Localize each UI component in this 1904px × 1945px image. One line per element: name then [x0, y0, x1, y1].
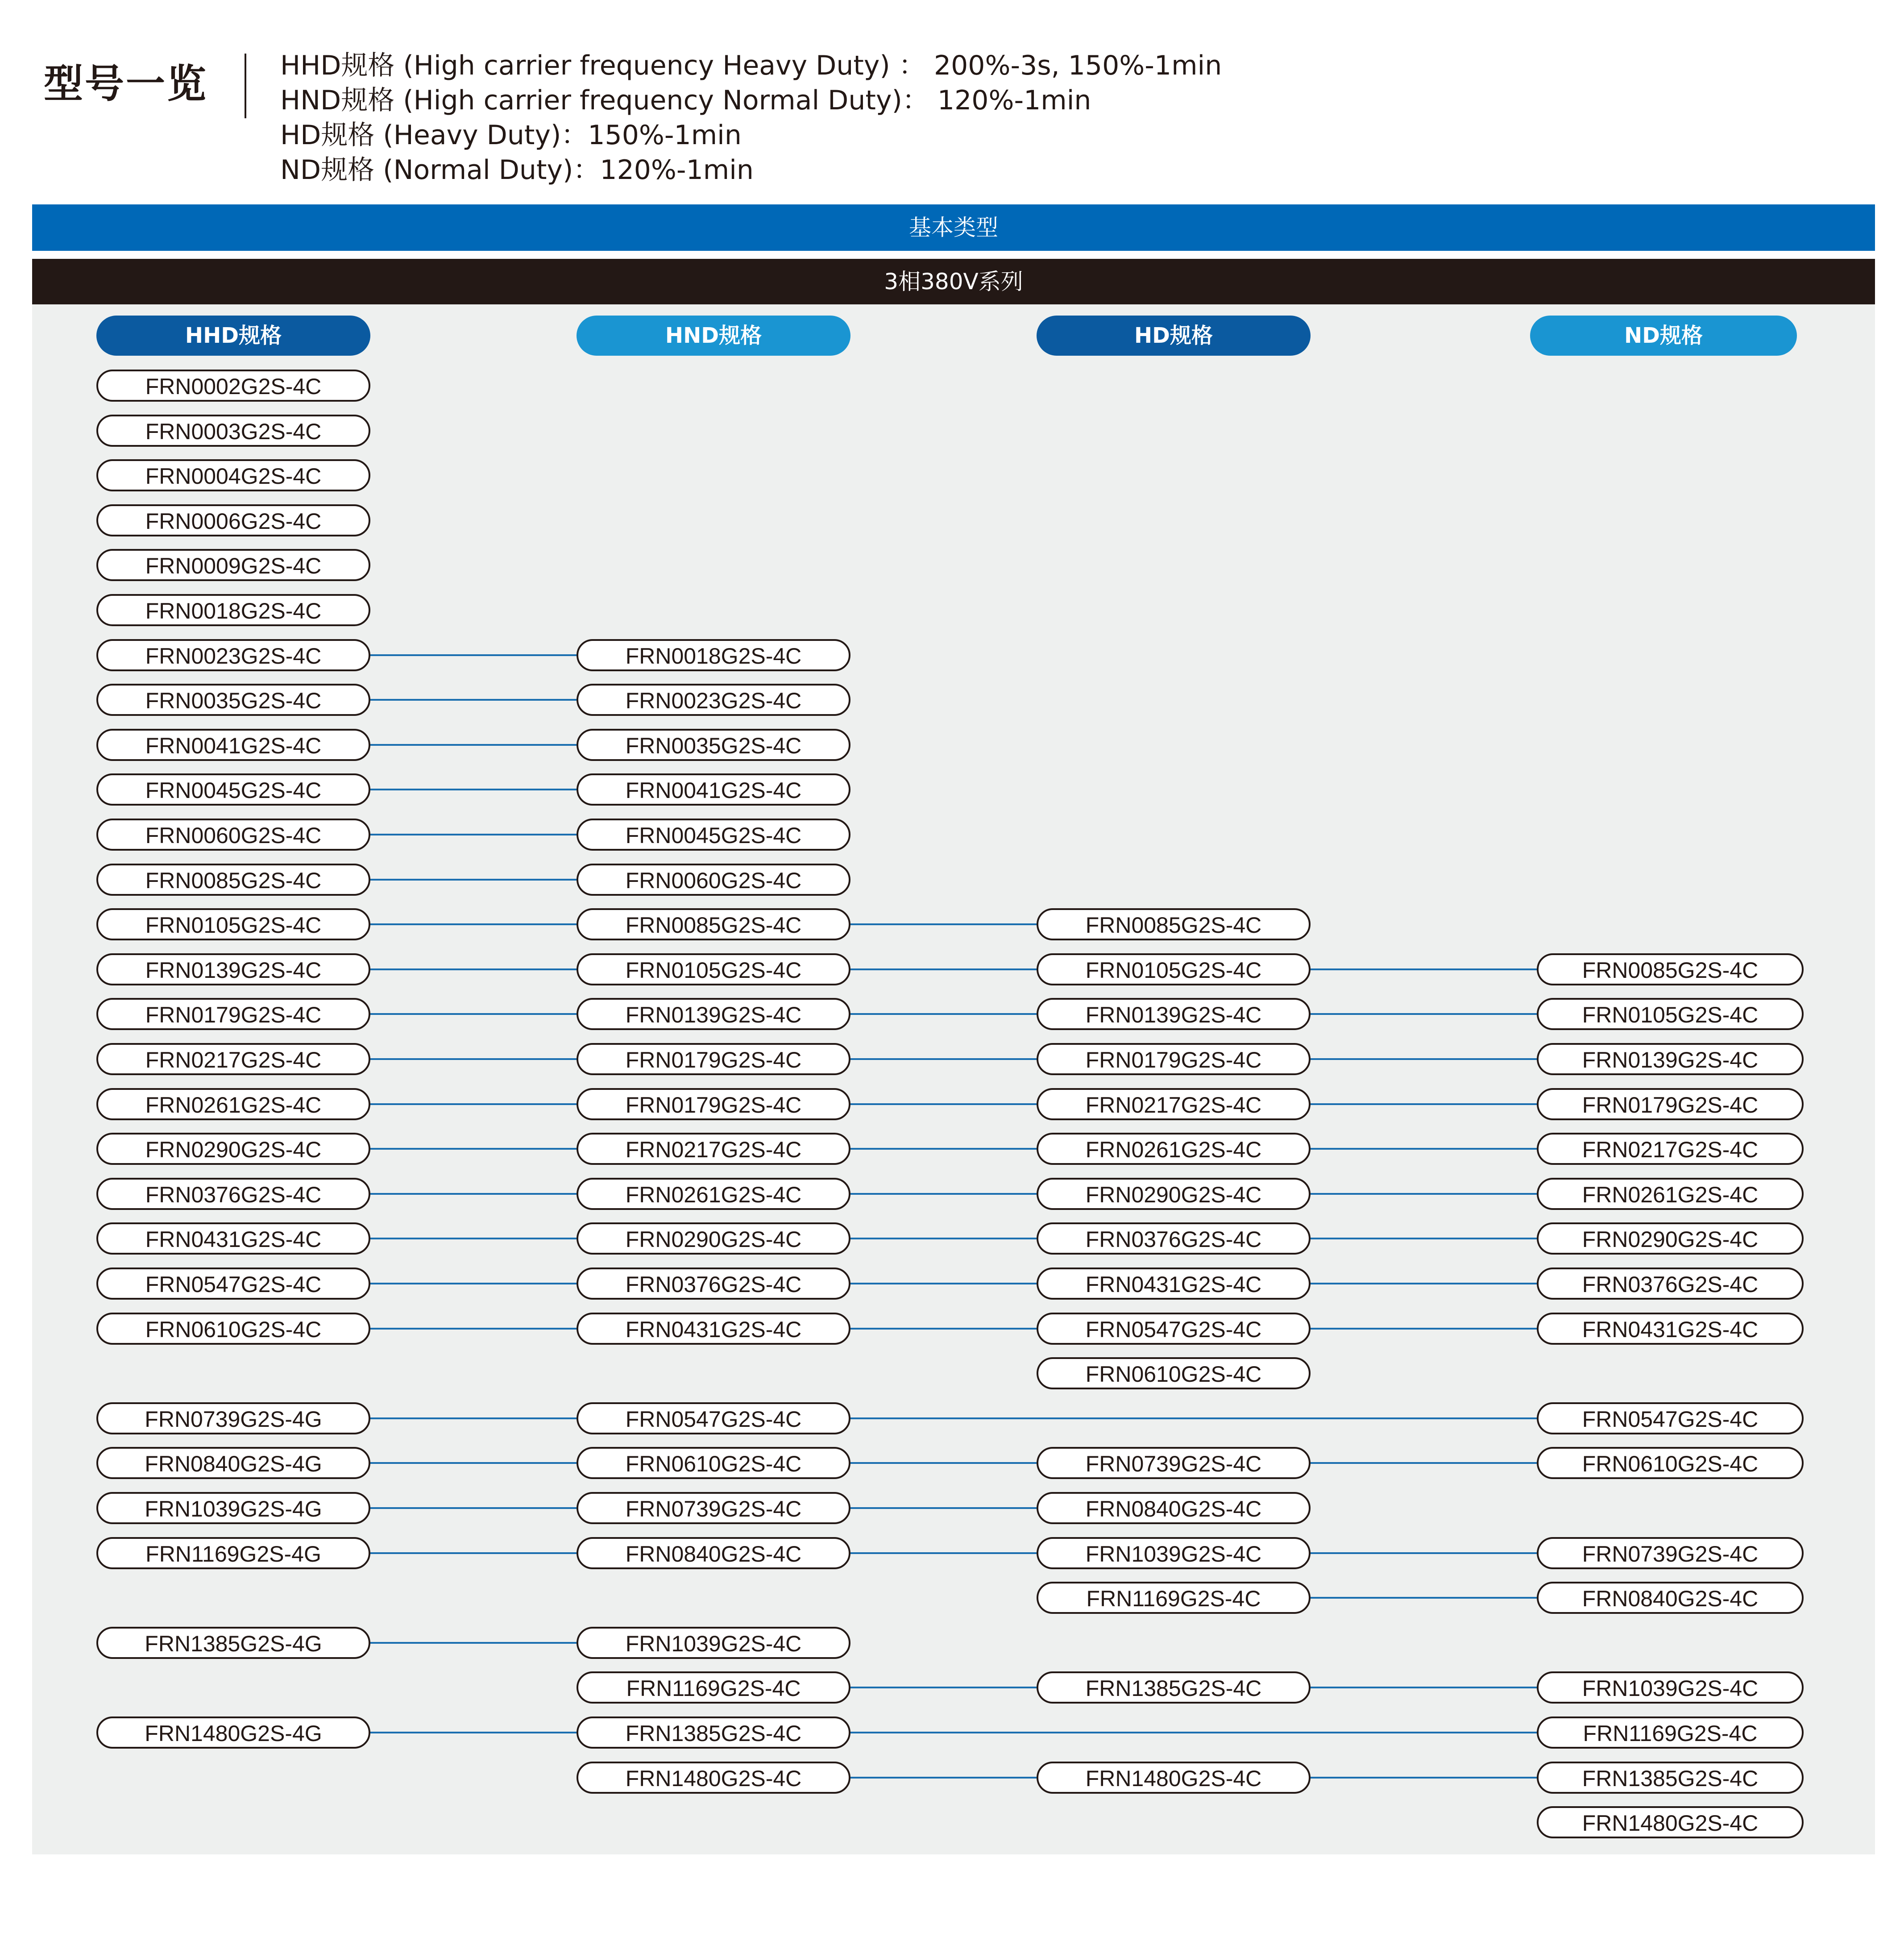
model-pill-nd: FRN0179G2S-4C	[1537, 1088, 1804, 1120]
connector-line	[1311, 1103, 1537, 1105]
model-pill-hnd: FRN0431G2S-4C	[577, 1313, 850, 1345]
connector-line	[370, 879, 577, 881]
model-pill-hhd: FRN0739G2S-4G	[96, 1402, 370, 1434]
model-pill-hhd: FRN0290G2S-4C	[96, 1133, 370, 1165]
connector-line	[370, 1148, 577, 1150]
model-pill-hhd: FRN0018G2S-4C	[96, 594, 370, 626]
model-pill-nd: FRN1039G2S-4C	[1537, 1671, 1804, 1704]
model-pill-hhd: FRN1169G2S-4G	[96, 1537, 370, 1569]
model-pill-nd: FRN0610G2S-4C	[1537, 1447, 1804, 1479]
connector-line	[1311, 1148, 1537, 1150]
model-pill-hhd: FRN0085G2S-4C	[96, 864, 370, 896]
model-pill-nd: FRN0217G2S-4C	[1537, 1133, 1804, 1165]
connector-line	[370, 1642, 577, 1644]
connector-line	[1311, 1328, 1537, 1330]
column-header-hnd: HND规格	[577, 316, 850, 356]
model-pill-hnd: FRN0290G2S-4C	[577, 1222, 850, 1255]
connector-line	[850, 1552, 1037, 1554]
model-pill-hnd: FRN0217G2S-4C	[577, 1133, 850, 1165]
model-grid-panel	[32, 304, 1875, 1854]
model-pill-nd: FRN0105G2S-4C	[1537, 998, 1804, 1030]
connector-line	[370, 789, 577, 790]
model-pill-hd: FRN0139G2S-4C	[1037, 998, 1311, 1030]
model-pill-hd: FRN0217G2S-4C	[1037, 1088, 1311, 1120]
connector-line	[370, 1238, 577, 1239]
model-pill-hhd: FRN0006G2S-4C	[96, 504, 370, 536]
connector-line	[850, 1507, 1037, 1509]
model-pill-hnd: FRN1169G2S-4C	[577, 1671, 850, 1704]
model-pill-nd: FRN1169G2S-4C	[1537, 1716, 1804, 1749]
model-pill-hhd: FRN0840G2S-4G	[96, 1447, 370, 1479]
model-pill-hnd: FRN0041G2S-4C	[577, 773, 850, 806]
model-pill-nd: FRN0261G2S-4C	[1537, 1178, 1804, 1210]
model-pill-nd: FRN0840G2S-4C	[1537, 1582, 1804, 1614]
model-pill-hnd: FRN0085G2S-4C	[577, 908, 850, 940]
connector-line	[850, 1777, 1037, 1779]
connector-line	[370, 1013, 577, 1015]
legend-hhd: HHD规格 (High carrier frequency Heavy Duty) ： 200%-3s, 150%-1min	[280, 50, 1222, 81]
model-pill-hhd: FRN0376G2S-4C	[96, 1178, 370, 1210]
connector-line	[850, 1193, 1037, 1195]
connector-line	[370, 654, 577, 656]
model-pill-hnd: FRN0023G2S-4C	[577, 684, 850, 716]
connector-line	[1311, 968, 1537, 970]
model-pill-hhd: FRN0105G2S-4C	[96, 908, 370, 940]
connector-line	[1311, 1597, 1537, 1599]
model-pill-hhd: FRN1039G2S-4G	[96, 1492, 370, 1524]
basic-type-band: 基本类型	[32, 204, 1875, 251]
model-pill-hhd: FRN0009G2S-4C	[96, 549, 370, 581]
model-pill-hhd: FRN0179G2S-4C	[96, 998, 370, 1030]
model-pill-nd: FRN1385G2S-4C	[1537, 1762, 1804, 1794]
connector-line	[850, 1417, 1537, 1419]
connector-line	[850, 1058, 1037, 1060]
model-pill-hd: FRN1480G2S-4C	[1037, 1762, 1311, 1794]
connector-line	[370, 1462, 577, 1464]
model-pill-nd: FRN0739G2S-4C	[1537, 1537, 1804, 1569]
connector-line	[370, 1283, 577, 1284]
model-pill-hd: FRN0547G2S-4C	[1037, 1313, 1311, 1345]
model-pill-hd: FRN1169G2S-4C	[1037, 1582, 1311, 1614]
connector-line	[850, 968, 1037, 970]
model-pill-hd: FRN0739G2S-4C	[1037, 1447, 1311, 1479]
connector-line	[850, 1283, 1037, 1284]
connector-line	[370, 1732, 577, 1733]
model-pill-nd: FRN0376G2S-4C	[1537, 1268, 1804, 1300]
model-pill-hd: FRN0610G2S-4C	[1037, 1357, 1311, 1389]
connector-line	[850, 1013, 1037, 1015]
connector-line	[370, 744, 577, 746]
connector-line	[370, 923, 577, 925]
model-pill-hd: FRN0261G2S-4C	[1037, 1133, 1311, 1165]
connector-line	[370, 1103, 577, 1105]
model-pill-hhd: FRN0035G2S-4C	[96, 684, 370, 716]
model-pill-nd: FRN0139G2S-4C	[1537, 1043, 1804, 1075]
model-pill-hhd: FRN0547G2S-4C	[96, 1268, 370, 1300]
model-pill-hhd: FRN0002G2S-4C	[96, 370, 370, 402]
model-pill-hnd: FRN0610G2S-4C	[577, 1447, 850, 1479]
model-pill-hd: FRN0179G2S-4C	[1037, 1043, 1311, 1075]
model-pill-hnd: FRN0376G2S-4C	[577, 1268, 850, 1300]
page-title: 型号一览	[44, 61, 208, 107]
model-pill-hnd: FRN0840G2S-4C	[577, 1537, 850, 1569]
model-pill-hnd: FRN0139G2S-4C	[577, 998, 850, 1030]
model-pill-hnd: FRN1480G2S-4C	[577, 1762, 850, 1794]
model-pill-nd: FRN0290G2S-4C	[1537, 1222, 1804, 1255]
connector-line	[370, 1417, 577, 1419]
connector-line	[1311, 1238, 1537, 1239]
connector-line	[850, 1103, 1037, 1105]
series-band: 3相380V系列	[32, 259, 1875, 304]
model-pill-hhd: FRN0041G2S-4C	[96, 729, 370, 761]
title-divider	[245, 54, 246, 118]
connector-line	[1311, 1193, 1537, 1195]
connector-line	[370, 1058, 577, 1060]
connector-line	[1311, 1058, 1537, 1060]
connector-line	[850, 1462, 1037, 1464]
model-pill-nd: FRN1480G2S-4C	[1537, 1806, 1804, 1838]
connector-line	[850, 923, 1037, 925]
model-pill-hnd: FRN1039G2S-4C	[577, 1627, 850, 1659]
model-pill-hhd: FRN0045G2S-4C	[96, 773, 370, 806]
connector-line	[850, 1328, 1037, 1330]
column-header-nd: ND规格	[1530, 316, 1797, 356]
model-pill-hd: FRN0431G2S-4C	[1037, 1268, 1311, 1300]
connector-line	[370, 1552, 577, 1554]
model-pill-hnd: FRN1385G2S-4C	[577, 1716, 850, 1749]
legend-hd: HD规格 (Heavy Duty)：150%-1min	[280, 120, 742, 151]
model-pill-hd: FRN0290G2S-4C	[1037, 1178, 1311, 1210]
model-pill-hhd: FRN0139G2S-4C	[96, 953, 370, 985]
legend-nd: ND规格 (Normal Duty)：120%-1min	[280, 154, 754, 186]
connector-line	[1311, 1777, 1537, 1779]
model-pill-hnd: FRN0060G2S-4C	[577, 864, 850, 896]
model-pill-hhd: FRN0610G2S-4C	[96, 1313, 370, 1345]
column-header-hd: HD规格	[1037, 316, 1311, 356]
connector-line	[1311, 1283, 1537, 1284]
model-pill-hhd: FRN1480G2S-4G	[96, 1716, 370, 1749]
model-pill-hd: FRN0376G2S-4C	[1037, 1222, 1311, 1255]
connector-line	[850, 1732, 1537, 1733]
connector-line	[850, 1148, 1037, 1150]
model-pill-hd: FRN0085G2S-4C	[1037, 908, 1311, 940]
model-pill-hd: FRN0105G2S-4C	[1037, 953, 1311, 985]
model-pill-nd: FRN0547G2S-4C	[1537, 1402, 1804, 1434]
model-pill-hd: FRN1039G2S-4C	[1037, 1537, 1311, 1569]
connector-line	[370, 834, 577, 835]
model-pill-hhd: FRN0217G2S-4C	[96, 1043, 370, 1075]
duty-legend	[280, 48, 1222, 187]
connector-line	[1311, 1013, 1537, 1015]
connector-line	[370, 1507, 577, 1509]
connector-line	[1311, 1687, 1537, 1688]
model-pill-hhd: FRN0004G2S-4C	[96, 459, 370, 491]
model-pill-hnd: FRN0739G2S-4C	[577, 1492, 850, 1524]
model-pill-hhd: FRN0060G2S-4C	[96, 819, 370, 851]
model-pill-hnd: FRN0105G2S-4C	[577, 953, 850, 985]
connector-line	[370, 1193, 577, 1195]
model-pill-hhd: FRN0003G2S-4C	[96, 415, 370, 447]
connector-line	[1311, 1552, 1537, 1554]
model-pill-hnd: FRN0179G2S-4C	[577, 1088, 850, 1120]
model-pill-hnd: FRN0547G2S-4C	[577, 1402, 850, 1434]
model-pill-nd: FRN0085G2S-4C	[1537, 953, 1804, 985]
model-pill-hhd: FRN1385G2S-4G	[96, 1627, 370, 1659]
connector-line	[370, 1328, 577, 1330]
connector-line	[850, 1687, 1037, 1688]
model-pill-hnd: FRN0018G2S-4C	[577, 639, 850, 671]
connector-line	[370, 699, 577, 701]
model-pill-hnd: FRN0035G2S-4C	[577, 729, 850, 761]
connector-line	[370, 968, 577, 970]
model-pill-hhd: FRN0261G2S-4C	[96, 1088, 370, 1120]
connector-line	[1311, 1462, 1537, 1464]
model-pill-hd: FRN1385G2S-4C	[1037, 1671, 1311, 1704]
legend-hnd: HND规格 (High carrier frequency Normal Duty)： 120%-1min	[280, 85, 1091, 116]
model-pill-hhd: FRN0431G2S-4C	[96, 1222, 370, 1255]
model-pill-hhd: FRN0023G2S-4C	[96, 639, 370, 671]
connector-line	[850, 1238, 1037, 1239]
model-pill-hnd: FRN0261G2S-4C	[577, 1178, 850, 1210]
model-pill-hd: FRN0840G2S-4C	[1037, 1492, 1311, 1524]
model-pill-hnd: FRN0179G2S-4C	[577, 1043, 850, 1075]
model-pill-nd: FRN0431G2S-4C	[1537, 1313, 1804, 1345]
model-pill-hnd: FRN0045G2S-4C	[577, 819, 850, 851]
column-header-hhd: HHD规格	[96, 316, 370, 356]
